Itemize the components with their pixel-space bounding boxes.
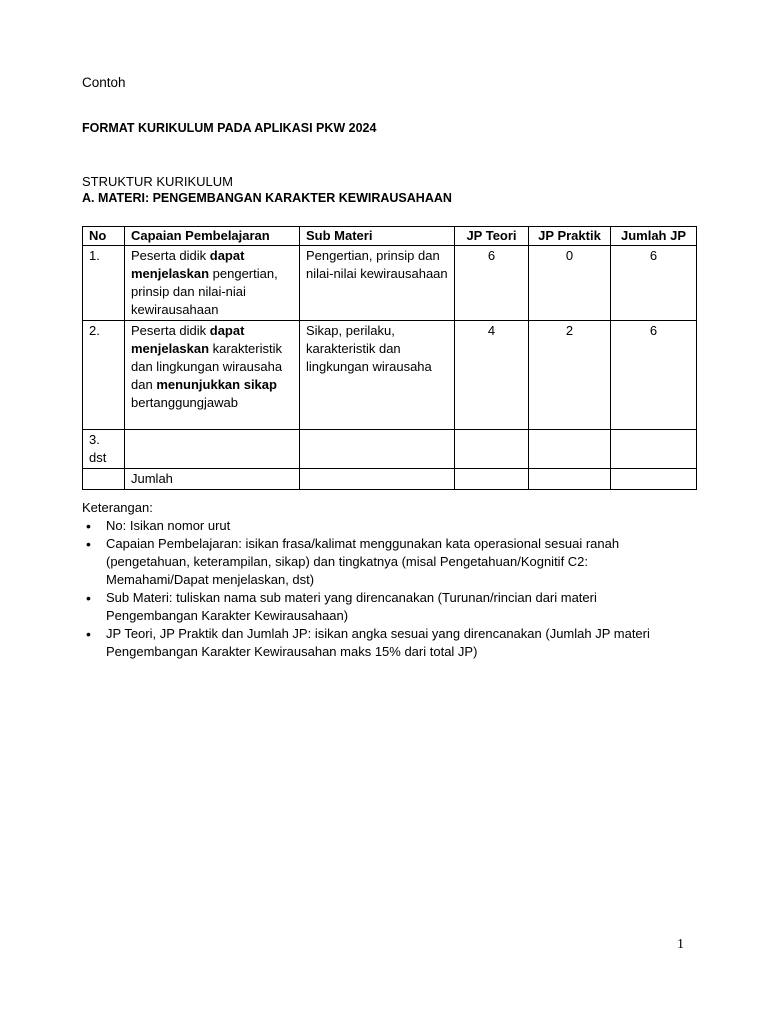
row-number: 1.: [83, 246, 125, 321]
capaian-cell: [125, 321, 300, 430]
header-jp-praktik: JP Praktik: [529, 227, 611, 246]
jp-teori-cell: 6: [455, 246, 529, 321]
sub-materi-cell: [300, 430, 455, 469]
table-total-row: [83, 469, 697, 490]
bold-phrase: menunjukkan sikap: [156, 377, 277, 392]
page-number: 1: [677, 937, 684, 952]
table-row: [83, 321, 697, 430]
header-sub-materi: Sub Materi: [300, 227, 455, 246]
format-title: FORMAT KURIKULUM PADA APLIKASI PKW 2024: [82, 121, 377, 135]
text-run: bertanggungjawab: [131, 395, 238, 410]
capaian-cell: [125, 246, 300, 321]
table-header-row: [83, 227, 697, 246]
jumlah-jp-cell: 6: [611, 321, 697, 430]
table-row: [83, 246, 697, 321]
jp-praktik-cell: 0: [529, 246, 611, 321]
note-item: • Capaian Pembelajaran: isikan frasa/kalimat menggunakan kata operasional sesuai ranah (pengetahuan, keterampilan, sikap) dan tingkatnya (misal Pengetahuan/Kognitif C2: Memahami/Dapat menjelaskan, dst): [82, 535, 692, 589]
notes-title: Keterangan:: [82, 500, 153, 515]
sub-materi-cell: Sikap, perilaku, karakteristik dan lingkungan wirausaha: [300, 321, 455, 430]
text-run: Peserta didik: [131, 323, 210, 338]
jp-praktik-cell: [529, 430, 611, 469]
total-jumlah-jp: [611, 469, 697, 490]
example-label: Contoh: [82, 75, 126, 90]
jp-teori-cell: 4: [455, 321, 529, 430]
row-number: 3. dst: [83, 430, 125, 469]
curriculum-table: [82, 226, 697, 490]
jumlah-jp-cell: 6: [611, 246, 697, 321]
total-jp-praktik: [529, 469, 611, 490]
note-item: • No: Isikan nomor urut: [82, 517, 692, 535]
jp-praktik-cell: 2: [529, 321, 611, 430]
table-row: [83, 430, 697, 469]
note-item: • JP Teori, JP Praktik dan Jumlah JP: isikan angka sesuai yang direncanakan (Jumlah JP materi Pengembangan Karakter Kewirausahan maks 15% dari total JP): [82, 625, 692, 661]
total-label: Jumlah: [125, 469, 300, 490]
materi-heading: A. MATERI: PENGEMBANGAN KARAKTER KEWIRAUSAHAAN: [82, 191, 452, 205]
header-capaian: Capaian Pembelajaran: [125, 227, 300, 246]
bold-phrase: dapat menjelaskan: [131, 323, 245, 356]
capaian-cell: [125, 430, 300, 469]
jumlah-jp-cell: [611, 430, 697, 469]
header-no: No: [83, 227, 125, 246]
sub-materi-cell: Pengertian, prinsip dan nilai-nilai kewirausahaan: [300, 246, 455, 321]
total-jp-teori: [455, 469, 529, 490]
text-run: Peserta didik: [131, 248, 210, 263]
section-heading: STRUKTUR KURIKULUM: [82, 174, 233, 189]
notes-list: [82, 517, 692, 661]
header-jp-teori: JP Teori: [455, 227, 529, 246]
row-number: 2.: [83, 321, 125, 430]
total-empty-cell: [300, 469, 455, 490]
note-item: • Sub Materi: tuliskan nama sub materi yang direncanakan (Turunan/rincian dari materi Pengembangan Karakter Kewirausahaan): [82, 589, 692, 625]
header-jumlah-jp: Jumlah JP: [611, 227, 697, 246]
total-empty-cell: [83, 469, 125, 490]
text-run: karakteristik dan lingkungan wirausaha dan: [131, 341, 283, 392]
jp-teori-cell: [455, 430, 529, 469]
text-run: pengertian, prinsip dan nilai-niai kewirausahaan: [131, 266, 278, 317]
bold-phrase: dapat menjelaskan: [131, 248, 245, 281]
